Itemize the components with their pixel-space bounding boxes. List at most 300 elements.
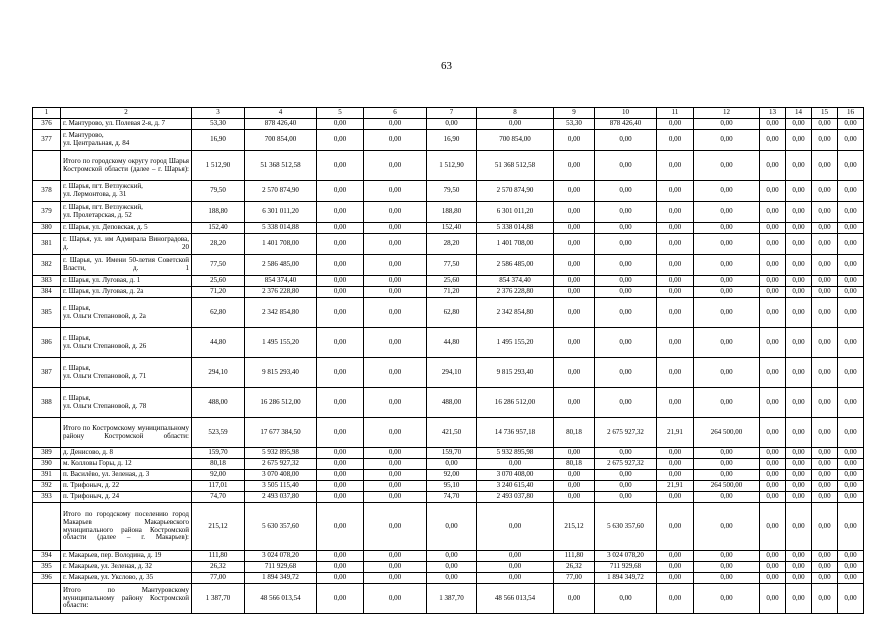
address-cell: г. Шарья, пгт. Ветлужский, ул. Пролетарская, д. 52	[61, 202, 192, 223]
value-cell: 0,00	[694, 276, 760, 287]
value-cell: 3 070 408,00	[245, 470, 317, 481]
value-cell: 188,80	[427, 202, 477, 223]
address-cell: г. Макарьев, пер. Володина, д. 19	[61, 551, 192, 562]
value-cell: 0,00	[364, 573, 427, 584]
value-cell: 71,20	[427, 287, 477, 298]
value-cell: 0,00	[760, 287, 786, 298]
value-cell: 0,00	[364, 328, 427, 358]
address-cell: Итого по Мантуровскому муниципальному району Костромской области:	[61, 584, 192, 614]
value-cell: 0,00	[812, 234, 838, 255]
value-cell: 2 376 228,80	[245, 287, 317, 298]
value-cell: 711 929,68	[595, 562, 657, 573]
value-cell: 0,00	[812, 470, 838, 481]
value-cell: 0,00	[760, 562, 786, 573]
value-cell: 0,00	[364, 492, 427, 503]
address-cell: г. Мантурово, ул. Полевая 2-я, д. 7	[61, 119, 192, 130]
value-cell: 0,00	[694, 503, 760, 551]
value-cell: 0,00	[838, 276, 864, 287]
table-row	[33, 276, 864, 287]
value-cell: 0,00	[812, 328, 838, 358]
value-cell: 0,00	[786, 584, 812, 614]
value-cell: 0,00	[786, 503, 812, 551]
value-cell: 0,00	[427, 119, 477, 130]
column-header: 5	[317, 108, 364, 119]
value-cell: 16,90	[427, 130, 477, 151]
value-cell: 0,00	[364, 358, 427, 388]
row-number-cell	[33, 503, 61, 551]
value-cell: 2 675 927,32	[595, 459, 657, 470]
value-cell: 152,40	[427, 223, 477, 234]
row-number-cell: 378	[33, 181, 61, 202]
value-cell: 0,00	[657, 287, 694, 298]
value-cell: 523,59	[192, 418, 245, 448]
value-cell: 0,00	[364, 448, 427, 459]
value-cell: 21,91	[657, 418, 694, 448]
table-row	[33, 492, 864, 503]
value-cell: 5 630 357,60	[245, 503, 317, 551]
table-row	[33, 202, 864, 223]
value-cell: 1 512,90	[427, 151, 477, 181]
value-cell: 111,80	[554, 551, 595, 562]
value-cell: 0,00	[694, 459, 760, 470]
value-cell: 2 675 927,32	[595, 418, 657, 448]
address-cell: г. Шарья, ул. Ольги Степановой, д. 26	[61, 328, 192, 358]
value-cell: 0,00	[786, 298, 812, 328]
address-cell: п. Василёво, ул. Зеленая, д. 3	[61, 470, 192, 481]
value-cell: 0,00	[317, 503, 364, 551]
value-cell: 0,00	[838, 584, 864, 614]
value-cell: 0,00	[694, 130, 760, 151]
table-row	[33, 584, 864, 614]
value-cell: 0,00	[812, 573, 838, 584]
value-cell: 264 500,00	[694, 418, 760, 448]
value-cell: 0,00	[786, 551, 812, 562]
value-cell: 25,60	[427, 276, 477, 287]
value-cell: 0,00	[554, 584, 595, 614]
value-cell: 0,00	[838, 255, 864, 276]
value-cell: 71,20	[192, 287, 245, 298]
value-cell: 0,00	[786, 573, 812, 584]
address-cell: г. Шарья, ул. Имени 50-летия Советской Власти, д. 1	[61, 255, 192, 276]
value-cell: 0,00	[317, 119, 364, 130]
value-cell: 0,00	[595, 130, 657, 151]
value-cell: 0,00	[838, 551, 864, 562]
value-cell: 9 815 293,40	[477, 358, 554, 388]
value-cell: 0,00	[364, 503, 427, 551]
value-cell: 0,00	[554, 481, 595, 492]
table-row	[33, 418, 864, 448]
row-number-cell: 383	[33, 276, 61, 287]
value-cell: 2 376 228,80	[477, 287, 554, 298]
column-header: 9	[554, 108, 595, 119]
value-cell: 0,00	[317, 492, 364, 503]
value-cell: 0,00	[317, 298, 364, 328]
table-row	[33, 388, 864, 418]
value-cell: 0,00	[694, 255, 760, 276]
value-cell: 0,00	[364, 459, 427, 470]
column-header: 12	[694, 108, 760, 119]
value-cell: 0,00	[364, 562, 427, 573]
value-cell: 711 929,68	[245, 562, 317, 573]
table-row	[33, 298, 864, 328]
value-cell: 0,00	[477, 503, 554, 551]
table-row	[33, 573, 864, 584]
value-cell: 0,00	[657, 358, 694, 388]
value-cell: 2 493 037,80	[245, 492, 317, 503]
value-cell: 0,00	[838, 298, 864, 328]
address-cell: г. Шарья, ул. Ольги Степановой, д. 78	[61, 388, 192, 418]
value-cell: 0,00	[812, 202, 838, 223]
value-cell: 0,00	[694, 562, 760, 573]
value-cell: 92,00	[192, 470, 245, 481]
value-cell: 0,00	[317, 470, 364, 481]
value-cell: 0,00	[364, 234, 427, 255]
value-cell: 25,60	[192, 276, 245, 287]
value-cell: 0,00	[657, 584, 694, 614]
address-cell: г. Шарья, ул. Ольги Степановой, д. 71	[61, 358, 192, 388]
value-cell: 0,00	[694, 151, 760, 181]
value-cell: 0,00	[657, 255, 694, 276]
value-cell: 0,00	[760, 181, 786, 202]
table-body	[33, 108, 864, 614]
value-cell: 0,00	[838, 492, 864, 503]
value-cell: 0,00	[317, 459, 364, 470]
value-cell: 0,00	[477, 119, 554, 130]
value-cell: 16 286 512,00	[477, 388, 554, 418]
value-cell: 3 505 115,40	[245, 481, 317, 492]
value-cell: 1 495 155,20	[477, 328, 554, 358]
value-cell: 2 342 854,80	[245, 298, 317, 328]
value-cell: 0,00	[760, 130, 786, 151]
address-cell: п. Трифоныч, д. 24	[61, 492, 192, 503]
value-cell: 0,00	[595, 584, 657, 614]
value-cell: 1 894 349,72	[595, 573, 657, 584]
value-cell: 5 338 014,88	[477, 223, 554, 234]
value-cell: 0,00	[317, 584, 364, 614]
value-cell: 62,80	[192, 298, 245, 328]
value-cell: 0,00	[317, 573, 364, 584]
row-number-cell: 389	[33, 448, 61, 459]
value-cell: 0,00	[364, 202, 427, 223]
column-header: 15	[812, 108, 838, 119]
value-cell: 0,00	[760, 298, 786, 328]
value-cell: 2 570 874,90	[477, 181, 554, 202]
value-cell: 80,18	[192, 459, 245, 470]
value-cell: 0,00	[595, 202, 657, 223]
value-cell: 488,00	[192, 388, 245, 418]
value-cell: 0,00	[364, 287, 427, 298]
value-cell: 0,00	[477, 573, 554, 584]
row-number-cell: 392	[33, 481, 61, 492]
value-cell: 0,00	[364, 418, 427, 448]
value-cell: 0,00	[554, 298, 595, 328]
value-cell: 0,00	[657, 181, 694, 202]
table-row	[33, 151, 864, 181]
value-cell: 0,00	[317, 562, 364, 573]
value-cell: 0,00	[657, 276, 694, 287]
value-cell: 0,00	[364, 119, 427, 130]
value-cell: 26,32	[554, 562, 595, 573]
value-cell: 0,00	[317, 448, 364, 459]
value-cell: 0,00	[595, 223, 657, 234]
value-cell: 0,00	[554, 223, 595, 234]
row-number-cell: 384	[33, 287, 61, 298]
column-header: 6	[364, 108, 427, 119]
value-cell: 188,80	[192, 202, 245, 223]
value-cell: 0,00	[477, 562, 554, 573]
value-cell: 74,70	[192, 492, 245, 503]
value-cell: 0,00	[786, 481, 812, 492]
value-cell: 2 675 927,32	[245, 459, 317, 470]
value-cell: 0,00	[657, 492, 694, 503]
value-cell: 159,70	[427, 448, 477, 459]
value-cell: 0,00	[364, 151, 427, 181]
value-cell: 0,00	[786, 328, 812, 358]
value-cell: 0,00	[786, 459, 812, 470]
value-cell: 0,00	[812, 276, 838, 287]
value-cell: 0,00	[427, 562, 477, 573]
value-cell: 0,00	[694, 328, 760, 358]
value-cell: 0,00	[786, 151, 812, 181]
value-cell: 0,00	[364, 130, 427, 151]
row-number-cell: 381	[33, 234, 61, 255]
value-cell: 0,00	[427, 573, 477, 584]
value-cell: 0,00	[838, 181, 864, 202]
value-cell: 0,00	[364, 181, 427, 202]
row-number-cell: 382	[33, 255, 61, 276]
table-row	[33, 119, 864, 130]
value-cell: 0,00	[554, 151, 595, 181]
value-cell: 0,00	[694, 448, 760, 459]
value-cell: 0,00	[760, 255, 786, 276]
value-cell: 0,00	[317, 202, 364, 223]
address-cell: г. Шарья, ул. Луговая, д. 2а	[61, 287, 192, 298]
value-cell: 44,80	[427, 328, 477, 358]
value-cell: 0,00	[595, 388, 657, 418]
value-cell: 0,00	[838, 358, 864, 388]
value-cell: 0,00	[317, 130, 364, 151]
value-cell: 0,00	[760, 573, 786, 584]
table-row	[33, 328, 864, 358]
row-number-cell: 386	[33, 328, 61, 358]
row-number-cell: 388	[33, 388, 61, 418]
value-cell: 53,30	[554, 119, 595, 130]
value-cell: 28,20	[427, 234, 477, 255]
address-cell: п. Трифоныч, д. 22	[61, 481, 192, 492]
value-cell: 0,00	[694, 470, 760, 481]
row-number-cell	[33, 151, 61, 181]
address-cell: г. Мантурово, ул. Центральная, д. 84	[61, 130, 192, 151]
value-cell: 3 240 615,40	[477, 481, 554, 492]
row-number-cell: 395	[33, 562, 61, 573]
value-cell: 48 566 013,54	[477, 584, 554, 614]
value-cell: 1 387,70	[192, 584, 245, 614]
value-cell: 0,00	[657, 551, 694, 562]
value-cell: 0,00	[595, 481, 657, 492]
value-cell: 294,10	[192, 358, 245, 388]
value-cell: 0,00	[760, 388, 786, 418]
value-cell: 0,00	[838, 119, 864, 130]
value-cell: 0,00	[694, 388, 760, 418]
value-cell: 0,00	[477, 551, 554, 562]
row-number-cell: 376	[33, 119, 61, 130]
value-cell: 0,00	[812, 418, 838, 448]
value-cell: 0,00	[427, 503, 477, 551]
value-cell: 0,00	[595, 234, 657, 255]
value-cell: 0,00	[364, 584, 427, 614]
row-number-cell	[33, 418, 61, 448]
value-cell: 77,00	[192, 573, 245, 584]
row-number-cell: 390	[33, 459, 61, 470]
value-cell: 0,00	[657, 130, 694, 151]
value-cell: 0,00	[595, 255, 657, 276]
value-cell: 0,00	[812, 358, 838, 388]
value-cell: 0,00	[760, 503, 786, 551]
value-cell: 5 338 014,88	[245, 223, 317, 234]
value-cell: 21,91	[657, 481, 694, 492]
address-cell: г. Шарья, пгт. Ветлужский, ул. Лермонтова, д. 31	[61, 181, 192, 202]
value-cell: 0,00	[760, 358, 786, 388]
value-cell: 0,00	[595, 470, 657, 481]
page-number: 63	[441, 60, 452, 72]
table-row	[33, 130, 864, 151]
value-cell: 0,00	[477, 459, 554, 470]
value-cell: 0,00	[317, 328, 364, 358]
row-number-cell: 379	[33, 202, 61, 223]
column-header: 4	[245, 108, 317, 119]
address-cell: д. Денисово, д. 8	[61, 448, 192, 459]
value-cell: 16,90	[192, 130, 245, 151]
value-cell: 0,00	[838, 503, 864, 551]
value-cell: 0,00	[657, 459, 694, 470]
value-cell: 0,00	[317, 481, 364, 492]
value-cell: 0,00	[760, 459, 786, 470]
value-cell: 0,00	[364, 223, 427, 234]
table-row	[33, 255, 864, 276]
value-cell: 0,00	[812, 287, 838, 298]
value-cell: 0,00	[595, 448, 657, 459]
column-header: 2	[61, 108, 192, 119]
value-cell: 1 401 708,00	[477, 234, 554, 255]
value-cell: 0,00	[317, 234, 364, 255]
value-cell: 0,00	[317, 287, 364, 298]
column-header: 10	[595, 108, 657, 119]
value-cell: 0,00	[364, 276, 427, 287]
value-cell: 17 677 384,50	[245, 418, 317, 448]
value-cell: 0,00	[812, 481, 838, 492]
value-cell: 0,00	[554, 492, 595, 503]
value-cell: 0,00	[760, 276, 786, 287]
value-cell: 0,00	[812, 255, 838, 276]
value-cell: 0,00	[760, 234, 786, 255]
data-table	[32, 107, 864, 614]
value-cell: 3 070 408,00	[477, 470, 554, 481]
address-cell: г. Шарья, ул. Деповская, д. 5	[61, 223, 192, 234]
value-cell: 1 401 708,00	[245, 234, 317, 255]
value-cell: 0,00	[812, 503, 838, 551]
value-cell: 0,00	[595, 287, 657, 298]
address-cell: г. Макарьев, ул. Укслово, д. 35	[61, 573, 192, 584]
value-cell: 6 301 011,20	[245, 202, 317, 223]
value-cell: 0,00	[364, 551, 427, 562]
value-cell: 0,00	[838, 234, 864, 255]
value-cell: 53,30	[192, 119, 245, 130]
value-cell: 0,00	[317, 388, 364, 418]
value-cell: 0,00	[694, 119, 760, 130]
value-cell: 0,00	[760, 551, 786, 562]
value-cell: 0,00	[554, 328, 595, 358]
value-cell: 0,00	[786, 448, 812, 459]
value-cell: 0,00	[554, 234, 595, 255]
row-number-cell: 377	[33, 130, 61, 151]
value-cell: 0,00	[838, 202, 864, 223]
value-cell: 0,00	[317, 223, 364, 234]
value-cell: 0,00	[694, 298, 760, 328]
value-cell: 0,00	[786, 119, 812, 130]
table-row	[33, 459, 864, 470]
value-cell: 0,00	[786, 388, 812, 418]
value-cell: 0,00	[786, 492, 812, 503]
value-cell: 0,00	[657, 298, 694, 328]
value-cell: 0,00	[657, 119, 694, 130]
value-cell: 0,00	[838, 448, 864, 459]
value-cell: 0,00	[595, 276, 657, 287]
value-cell: 0,00	[364, 388, 427, 418]
value-cell: 0,00	[657, 573, 694, 584]
value-cell: 0,00	[317, 551, 364, 562]
address-cell: Итого по городскому поселению город Макарьев Макарьевского муниципального района Костромской области (далее – г. Макарьев):	[61, 503, 192, 551]
value-cell: 0,00	[427, 551, 477, 562]
value-cell: 0,00	[364, 298, 427, 328]
value-cell: 0,00	[812, 562, 838, 573]
value-cell: 0,00	[554, 130, 595, 151]
table-row	[33, 234, 864, 255]
value-cell: 0,00	[694, 492, 760, 503]
value-cell: 215,12	[192, 503, 245, 551]
value-cell: 0,00	[760, 151, 786, 181]
value-cell: 0,00	[364, 470, 427, 481]
value-cell: 80,18	[554, 418, 595, 448]
address-cell: м. Колловы Горы, д. 12	[61, 459, 192, 470]
value-cell: 2 570 874,90	[245, 181, 317, 202]
value-cell: 0,00	[838, 562, 864, 573]
value-cell: 0,00	[812, 448, 838, 459]
row-number-cell: 391	[33, 470, 61, 481]
value-cell: 95,10	[427, 481, 477, 492]
value-cell: 2 342 854,80	[477, 298, 554, 328]
value-cell: 854 374,40	[477, 276, 554, 287]
column-header: 14	[786, 108, 812, 119]
value-cell: 26,32	[192, 562, 245, 573]
value-cell: 0,00	[760, 418, 786, 448]
value-cell: 28,20	[192, 234, 245, 255]
value-cell: 111,80	[192, 551, 245, 562]
value-cell: 878 426,40	[245, 119, 317, 130]
value-cell: 117,01	[192, 481, 245, 492]
value-cell: 0,00	[657, 202, 694, 223]
value-cell: 0,00	[812, 151, 838, 181]
value-cell: 878 426,40	[595, 119, 657, 130]
column-header: 16	[838, 108, 864, 119]
table-row	[33, 503, 864, 551]
column-header: 1	[33, 108, 61, 119]
value-cell: 0,00	[812, 298, 838, 328]
value-cell: 2 586 485,00	[477, 255, 554, 276]
value-cell: 2 493 037,80	[477, 492, 554, 503]
value-cell: 0,00	[554, 448, 595, 459]
value-cell: 0,00	[364, 255, 427, 276]
value-cell: 0,00	[317, 418, 364, 448]
